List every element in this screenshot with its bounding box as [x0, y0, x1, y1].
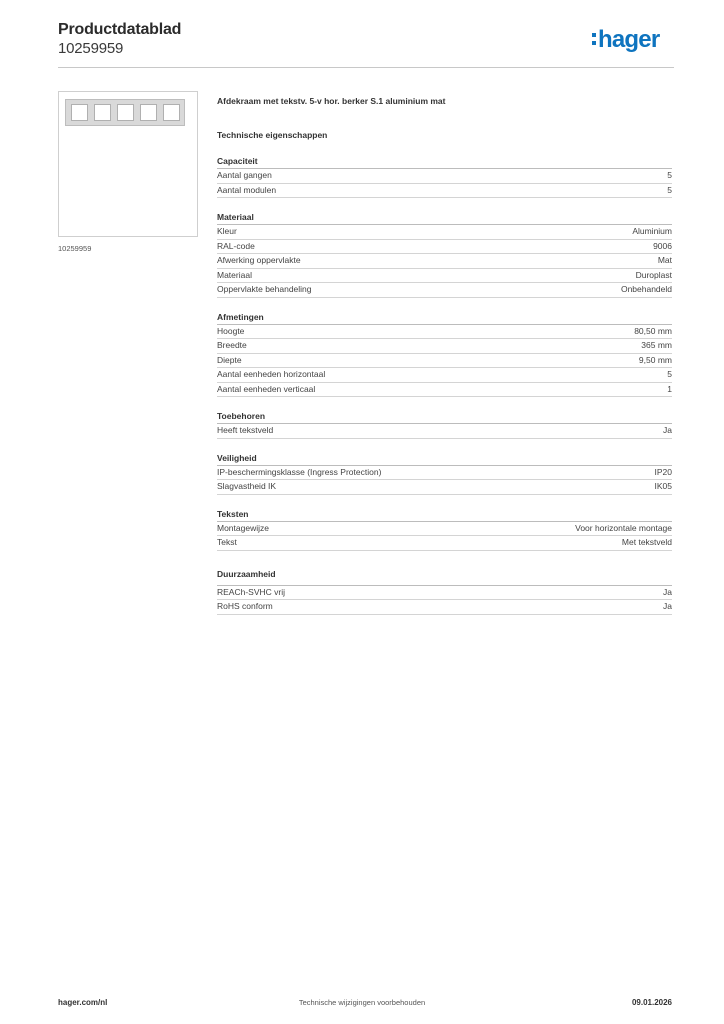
- spec-label: Diepte: [217, 354, 242, 365]
- cover-frame-icon: [65, 99, 185, 126]
- footer-disclaimer: Technische wijzigingen voorbehouden: [298, 998, 426, 1007]
- spec-value: Voor horizontale montage: [575, 522, 672, 533]
- spec-value: 5: [667, 170, 672, 180]
- spec-value: Aluminium: [632, 226, 672, 236]
- spec-value: IK05: [654, 481, 672, 491]
- section-duurzaamheid: [217, 569, 672, 615]
- spec-value: Onbehandeld: [620, 284, 672, 294]
- section-veiligheid: [217, 453, 672, 495]
- tech-properties-title: Technische eigenschappen: [217, 130, 328, 140]
- spec-label: Breedte: [217, 340, 247, 350]
- spec-label: RAL-code: [217, 240, 255, 251]
- spec-label: Montagewijze: [217, 522, 269, 533]
- section-title: Teksten: [217, 509, 672, 522]
- section-teksten: [217, 509, 672, 551]
- spec-row: [217, 368, 672, 383]
- logo-text: hager: [598, 26, 660, 53]
- spec-row: [217, 169, 672, 184]
- spec-label: Slagvastheid IK: [217, 481, 277, 491]
- image-caption: 10259959: [58, 244, 92, 253]
- spec-label: IP-beschermingsklasse (Ingress Protection): [217, 466, 382, 477]
- spec-value: IP20: [654, 466, 672, 477]
- section-title: Veiligheid: [217, 453, 672, 466]
- spec-label: Hoogte: [217, 325, 245, 336]
- section-title: Duurzaamheid: [217, 569, 672, 586]
- spec-label: Heeft tekstveld: [217, 425, 274, 435]
- spec-row: [217, 254, 672, 269]
- product-description: Afdekraam met tekstv. 5-v hor. berker S.1 aluminium mat: [217, 96, 446, 106]
- spec-value: 5: [667, 184, 672, 195]
- spec-row: [217, 339, 672, 354]
- spec-row: [217, 325, 672, 340]
- spec-value: 5: [667, 369, 672, 379]
- spec-label: RoHS conform: [217, 601, 273, 611]
- logo-dots-icon: [592, 32, 597, 46]
- spec-row: [217, 269, 672, 284]
- spec-label: Kleur: [217, 226, 237, 236]
- section-afmetingen: [217, 312, 672, 398]
- spec-row: [217, 480, 672, 495]
- section-toebehoren: [217, 411, 672, 439]
- product-number: 10259959: [58, 40, 124, 57]
- spec-value: Mat: [657, 255, 672, 265]
- header-divider: [58, 67, 674, 68]
- hager-logo: [592, 28, 659, 52]
- product-image: [58, 91, 198, 237]
- spec-value: Ja: [663, 601, 672, 611]
- spec-value: 80,50 mm: [634, 325, 672, 336]
- section-title: Toebehoren: [217, 411, 672, 424]
- spec-value: 1: [667, 383, 672, 394]
- spec-content: [217, 96, 672, 615]
- spec-value: Ja: [663, 586, 672, 597]
- spec-row: [217, 586, 672, 601]
- section-capaciteit: [217, 156, 672, 198]
- spec-label: Tekst: [217, 537, 237, 547]
- spec-value: 9006: [653, 240, 672, 251]
- spec-row: [217, 522, 672, 537]
- spec-row: [217, 383, 672, 398]
- spec-label: REACh-SVHC vrij: [217, 586, 286, 597]
- section-title: Capaciteit: [217, 156, 672, 169]
- section-title: Materiaal: [217, 212, 672, 225]
- spec-row: [217, 240, 672, 255]
- spec-label: Aantal modulen: [217, 184, 277, 195]
- footer-date: 09.01.2026: [631, 998, 672, 1007]
- spec-row: [217, 600, 672, 615]
- page-title: Productdatablad: [58, 21, 182, 38]
- spec-value: 9,50 mm: [638, 354, 672, 365]
- spec-label: Materiaal: [217, 269, 252, 280]
- section-materiaal: [217, 212, 672, 298]
- section-title: Afmetingen: [217, 312, 672, 325]
- spec-row: [217, 283, 672, 298]
- spec-value: Duroplast: [635, 269, 672, 280]
- spec-row: [217, 424, 672, 439]
- spec-row: [217, 466, 672, 481]
- spec-row: [217, 184, 672, 199]
- spec-label: Aantal eenheden horizontaal: [217, 369, 326, 379]
- spec-value: Met tekstveld: [621, 537, 672, 547]
- spec-label: Oppervlakte behandeling: [217, 284, 312, 294]
- spec-label: Afwerking oppervlakte: [217, 255, 301, 265]
- spec-value: 365 mm: [641, 340, 672, 350]
- spec-value: Ja: [663, 425, 672, 435]
- footer-website-link[interactable]: hager.com/nl: [58, 998, 108, 1007]
- spec-row: [217, 354, 672, 369]
- spec-label: Aantal eenheden verticaal: [217, 383, 316, 394]
- spec-label: Aantal gangen: [217, 170, 272, 180]
- spec-row: [217, 225, 672, 240]
- spec-row: [217, 536, 672, 551]
